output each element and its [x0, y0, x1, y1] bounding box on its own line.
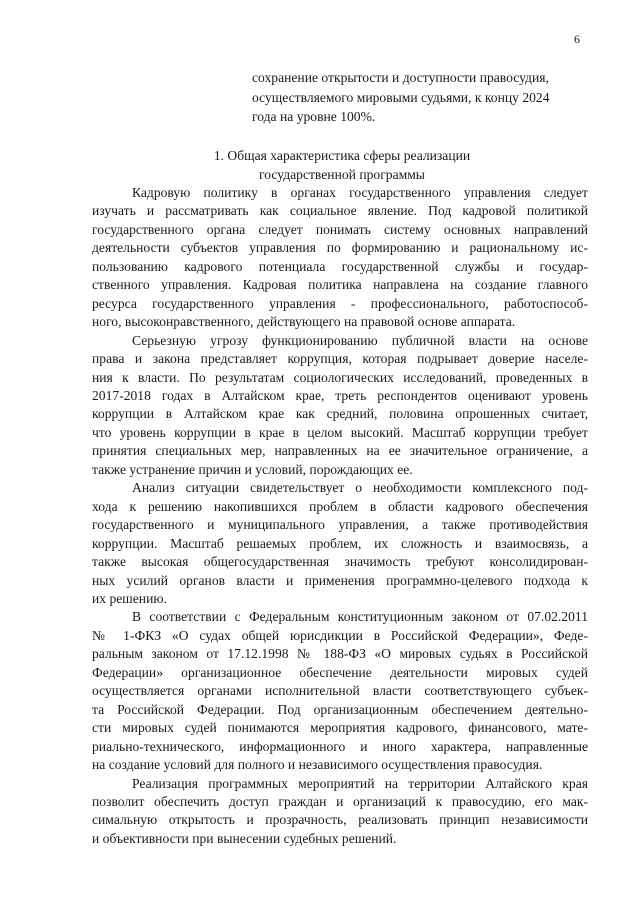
paragraph-line: ных усилий органов власти и применения программно-целевого подхода к	[92, 572, 588, 588]
intro-line: осуществляемого мировыми судьями, к концу 2024	[252, 89, 550, 105]
paragraph	[92, 332, 588, 480]
section-heading	[92, 146, 592, 184]
paragraph-line: государственного органа следует понимать систему основных направлений	[92, 221, 588, 237]
page-number: 6	[574, 32, 580, 46]
paragraph-line: Анализ ситуации свидетельствует о необходимости комплексного под-	[132, 480, 588, 496]
paragraph-line: Серьезную угрозу функционированию публичной власти на основе	[132, 332, 588, 348]
paragraph-line: что уровень коррупции в крае в целом высокий. Масштаб коррупции требует	[92, 424, 588, 440]
paragraph-line: принятия специальных мер, направленных на ее значительное ограничение, а	[92, 443, 588, 459]
intro-text	[252, 68, 592, 127]
paragraph-line: также устранение причин и условий, порождающих ее.	[92, 461, 413, 477]
body-text	[92, 184, 588, 848]
paragraph-line: сти мировых судей понимаются мероприятия кадрового, финансового, мате-	[92, 720, 588, 736]
paragraph-line: позволит обеспечить доступ граждан и организаций к правосудию, его мак-	[92, 793, 588, 809]
paragraph-line: их решению.	[92, 590, 167, 606]
paragraph-line: Реализация программных мероприятий на территории Алтайского края	[132, 775, 588, 791]
paragraph-line: та Российской Федерации. Под организационным обеспечением деятельно-	[92, 701, 588, 717]
paragraph-line: ния к власти. По результатам социологических исследований, проведенных в	[92, 369, 588, 385]
section-heading-line: государственной программы	[259, 167, 425, 182]
paragraph-line: на создание условий для полного и независимого осуществления правосудия.	[92, 757, 543, 773]
intro-line: сохранение открытости и доступности правосудия,	[252, 70, 549, 85]
paragraph-line: хода к решению накопившихся проблем в области кадрового обеспечения	[92, 498, 588, 514]
paragraph-line: ного, высоконравственного, действующего на правовой основе аппарата.	[92, 314, 516, 330]
paragraph-line: ственного управления. Кадровая политика направлена на создание главного	[92, 277, 588, 293]
paragraph-line: коррупции. Масштаб решаемых проблем, их сложность и взаимосвязь, а	[92, 535, 588, 551]
paragraph-line: также высокая общегосударственная значимость требуют консолидирован-	[92, 554, 588, 570]
paragraph-line: ресурса государственного управления - профессионального, работоспособ-	[92, 295, 588, 311]
paragraph-line: государственного и муниципального управления, а также противодействия	[92, 517, 588, 533]
paragraph	[92, 608, 588, 774]
paragraph-line: риально-технического, информационного и иного характера, направленные	[92, 738, 588, 754]
paragraph-line: симальную открытость и прозрачность, реализовать принцип независимости	[92, 812, 588, 828]
paragraph-line: Федерации» организационное обеспечение деятельности мировых судей	[92, 664, 588, 680]
paragraph	[92, 775, 588, 849]
paragraph-line: изучать и рассматривать как социальное явление. Под кадровой политикой	[92, 203, 588, 219]
paragraph-line: 2017-2018 годах в Алтайском крае, треть респондентов оценивают уровень	[92, 387, 588, 403]
paragraph-line: коррупции в Алтайском крае как средний, половина опрошенных считает,	[92, 406, 588, 422]
paragraph-line: деятельности субъектов управления по формированию и рациональному ис-	[92, 240, 588, 256]
paragraph	[92, 479, 588, 608]
paragraph-line: и объективности при вынесении судебных решений.	[92, 830, 397, 846]
paragraph-line: пользованию кадрового потенциала государственной службы и государ-	[92, 258, 588, 274]
intro-line: года на уровне 100%.	[252, 109, 376, 124]
section-heading-line: 1. Общая характеристика сферы реализации	[213, 148, 471, 163]
paragraph-line: В соответствии с Федеральным конституционным законом от 07.02.2011	[132, 609, 588, 625]
paragraph-line: Кадровую политику в органах государственного управления следует	[132, 185, 588, 200]
paragraph-line: права и закона представляет коррупция, которая подрывает доверие населе-	[92, 351, 588, 367]
paragraph-line: осуществляется органами исполнительной власти соответствующего субъек-	[92, 683, 588, 699]
paragraph	[92, 184, 588, 332]
paragraph-line: № 1-ФКЗ «О судах общей юрисдикции в Российской Федерации», Феде-	[92, 627, 588, 643]
paragraph-line: ральным законом от 17.12.1998 № 188-ФЗ «О мировых судьях в Российской	[92, 646, 588, 662]
